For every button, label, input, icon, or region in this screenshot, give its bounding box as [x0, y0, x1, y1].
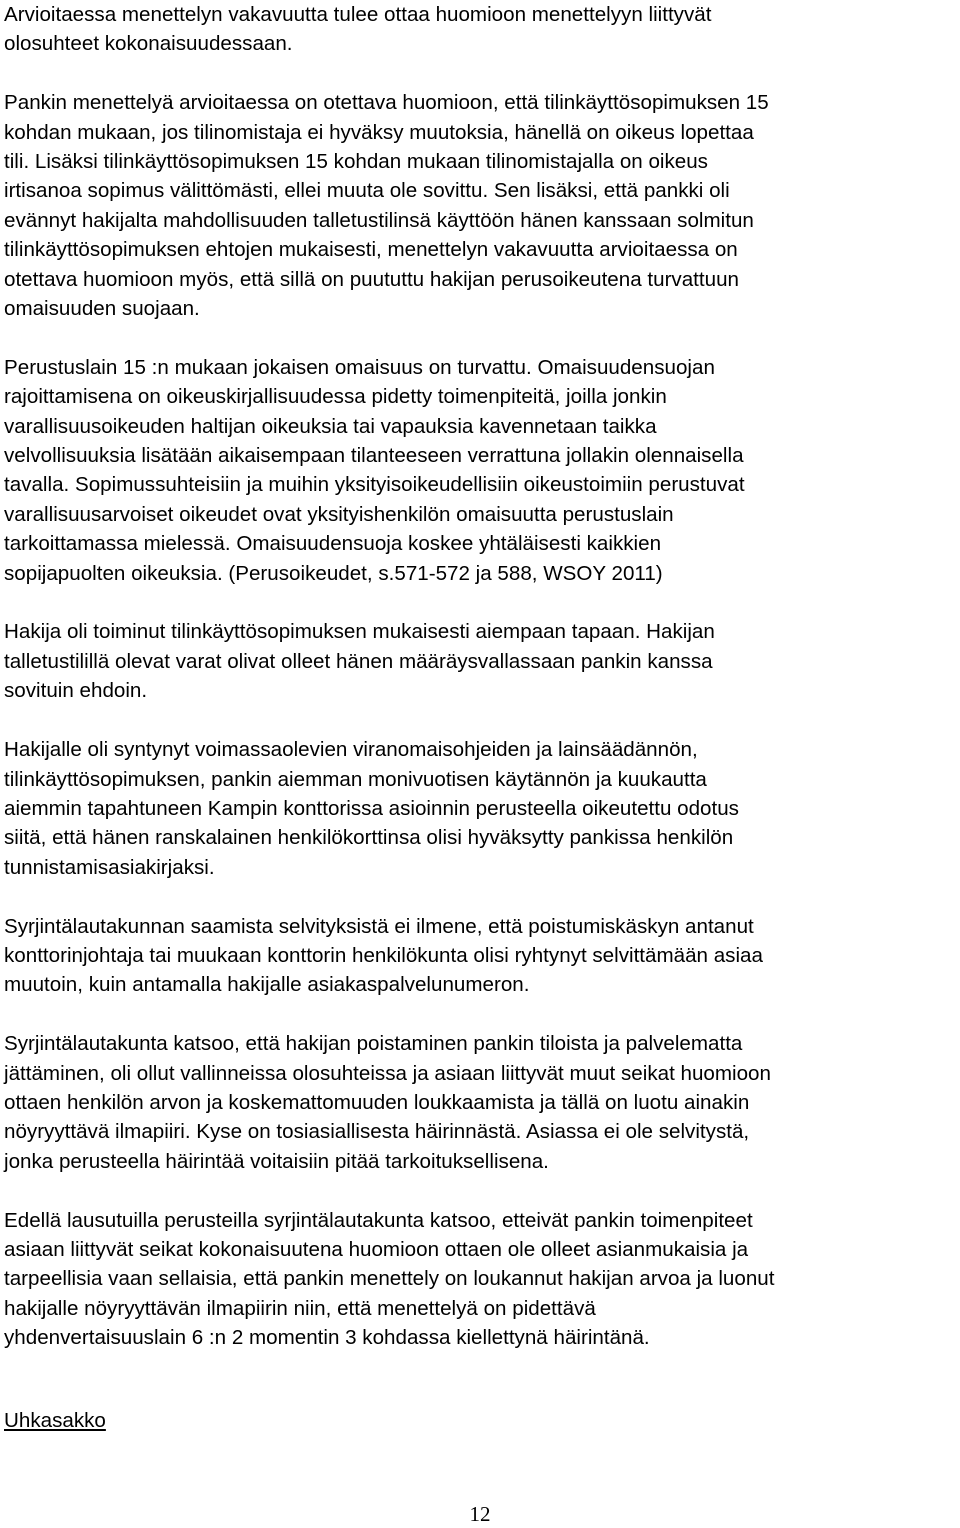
paragraph: [4, 1029, 960, 1176]
text-line: varallisuusarvoiset oikeudet ovat yksityishenkilön omaisuutta perustuslain: [4, 502, 674, 526]
text-line: hakijalle nöyryyttävän ilmapiirin niin, että menettelyä on pidettävä: [4, 1296, 596, 1320]
text-line: otettava huomioon myös, että sillä on puututtu hakijan perusoikeutena turvattuun: [4, 267, 739, 291]
text-line: Syrjintälautakunnan saamista selvityksistä ei ilmene, että poistumiskäskyn antanut: [4, 914, 754, 938]
paragraph: [4, 88, 960, 323]
text-line: ottaen henkilön arvon ja koskemattomuuden loukkaamista ja tällä on luotu ainakin: [4, 1090, 750, 1114]
text-line: tilinkäyttösopimuksen, pankin aiemman monivuotisen käytännön ja kuukautta: [4, 767, 707, 791]
text-line: sovituin ehdoin.: [4, 679, 148, 703]
text-line: Perustuslain 15 :n mukaan jokaisen omaisuus on turvattu. Omaisuudensuojan: [4, 355, 715, 379]
text-line: tili. Lisäksi tilinkäyttösopimuksen 15 kohdan mukaan tilinomistajalla on oikeus: [4, 150, 708, 174]
text-line: evännyt hakijalta mahdollisuuden talletustilinsä käyttöön hänen kanssaan solmitun: [4, 208, 754, 232]
text-line: jättäminen, oli ollut vallinneissa olosuhteissa ja asiaan liittyvät muut seikat huomioon: [4, 1061, 771, 1085]
paragraph: [4, 735, 960, 882]
text-line: omaisuuden suojaan.: [4, 297, 200, 321]
text-line: kohdan mukaan, jos tilinomistaja ei hyväksy muutoksia, hänellä on oikeus lopettaa: [4, 120, 754, 144]
text-line: talletustilillä olevat varat olivat olleet hänen määräysvallassaan pankin kanssa: [4, 649, 713, 673]
text-line: Arvioitaessa menettelyn vakavuutta tulee ottaa huomioon menettelyyn liittyvät: [4, 3, 712, 26]
text-line: varallisuusoikeuden haltijan oikeuksia tai vapauksia kavennetaan taikka: [4, 414, 657, 438]
text-line: Syrjintälautakunta katsoo, että hakijan poistaminen pankin tiloista ja palvelematta: [4, 1032, 743, 1056]
paragraph: [4, 1206, 960, 1353]
page-number: 12: [469, 1502, 491, 1526]
paragraph: [4, 0, 960, 59]
text-line: tunnistamisasiakirjaksi.: [4, 855, 215, 879]
text-line: konttorinjohtaja tai muukaan konttorin henkilökunta olisi ryhtynyt selvittämään asiaa: [4, 943, 763, 967]
text-line: rajoittamisena on oikeuskirjallisuudessa pidetty toimenpiteitä, joilla jonkin: [4, 385, 667, 409]
text-line: nöyryyttävä ilmapiiri. Kyse on tosiasiallisesta häirinnästä. Asiassa ei ole selvitystä,: [4, 1120, 750, 1144]
paragraph: [4, 353, 960, 588]
text-line: yhdenvertaisuuslain 6 :n 2 momentin 3 kohdassa kiellettynä häirintänä.: [4, 1326, 650, 1350]
text-line: sopijapuolten oikeuksia. (Perusoikeudet, s.571-572 ja 588, WSOY 2011): [4, 561, 663, 585]
text-line: tarkoittamassa mielessä. Omaisuudensuoja koskee yhtäläisesti kaikkien: [4, 532, 662, 556]
text-line: Pankin menettelyä arvioitaessa on otettava huomioon, että tilinkäyttösopimuksen 15: [4, 91, 769, 115]
text-line: Edellä lausutuilla perusteilla syrjintälautakunta katsoo, etteivät pankin toimenpiteet: [4, 1208, 753, 1232]
text-line: aiemmin tapahtuneen Kampin konttorissa asioinnin perusteella oikeutettu odotus: [4, 796, 739, 820]
text-line: tavalla. Sopimussuhteisiin ja muihin yksityisoikeudellisiin oikeustoimiin perustuvat: [4, 473, 745, 497]
text-line: jonka perusteella häirintää voitaisiin pitää tarkoituksellisena.: [4, 1149, 549, 1173]
document-body: [4, 0, 960, 1382]
text-line: tilinkäyttösopimuksen ehtojen mukaisesti, menettelyn vakavuutta arvioitaessa on: [4, 238, 738, 262]
text-line: olosuhteet kokonaisuudessaan.: [4, 32, 293, 56]
text-line: velvollisuuksia lisätään aikaisempaan tilanteeseen verrattuna jollakin olennaisella: [4, 444, 744, 468]
paragraph: [4, 912, 960, 1000]
text-line: Hakija oli toiminut tilinkäyttösopimuksen mukaisesti aiempaan tapaan. Hakijan: [4, 620, 715, 644]
text-line: siitä, että hänen ranskalainen henkilökorttinsa olisi hyväksytty pankissa henkilön: [4, 826, 734, 850]
text-line: asiaan liittyvät seikat kokonaisuutena huomioon ottaen ole olleet asianmukaisia ja: [4, 1237, 749, 1261]
text-line: muutoin, kuin antamalla hakijalle asiakaspalvelunumeron.: [4, 973, 530, 997]
paragraph: [4, 617, 960, 705]
text-line: tarpeellisia vaan sellaisia, että pankin menettely on loukannut hakijan arvoa ja luonut: [4, 1267, 775, 1291]
text-line: irtisanoa sopimus välittömästi, ellei muuta ole sovittu. Sen lisäksi, että pankki oli: [4, 179, 730, 203]
section-heading: Uhkasakko: [4, 1409, 106, 1432]
text-line: Hakijalle oli syntynyt voimassaolevien viranomaisohjeiden ja lainsäädännön,: [4, 738, 698, 762]
